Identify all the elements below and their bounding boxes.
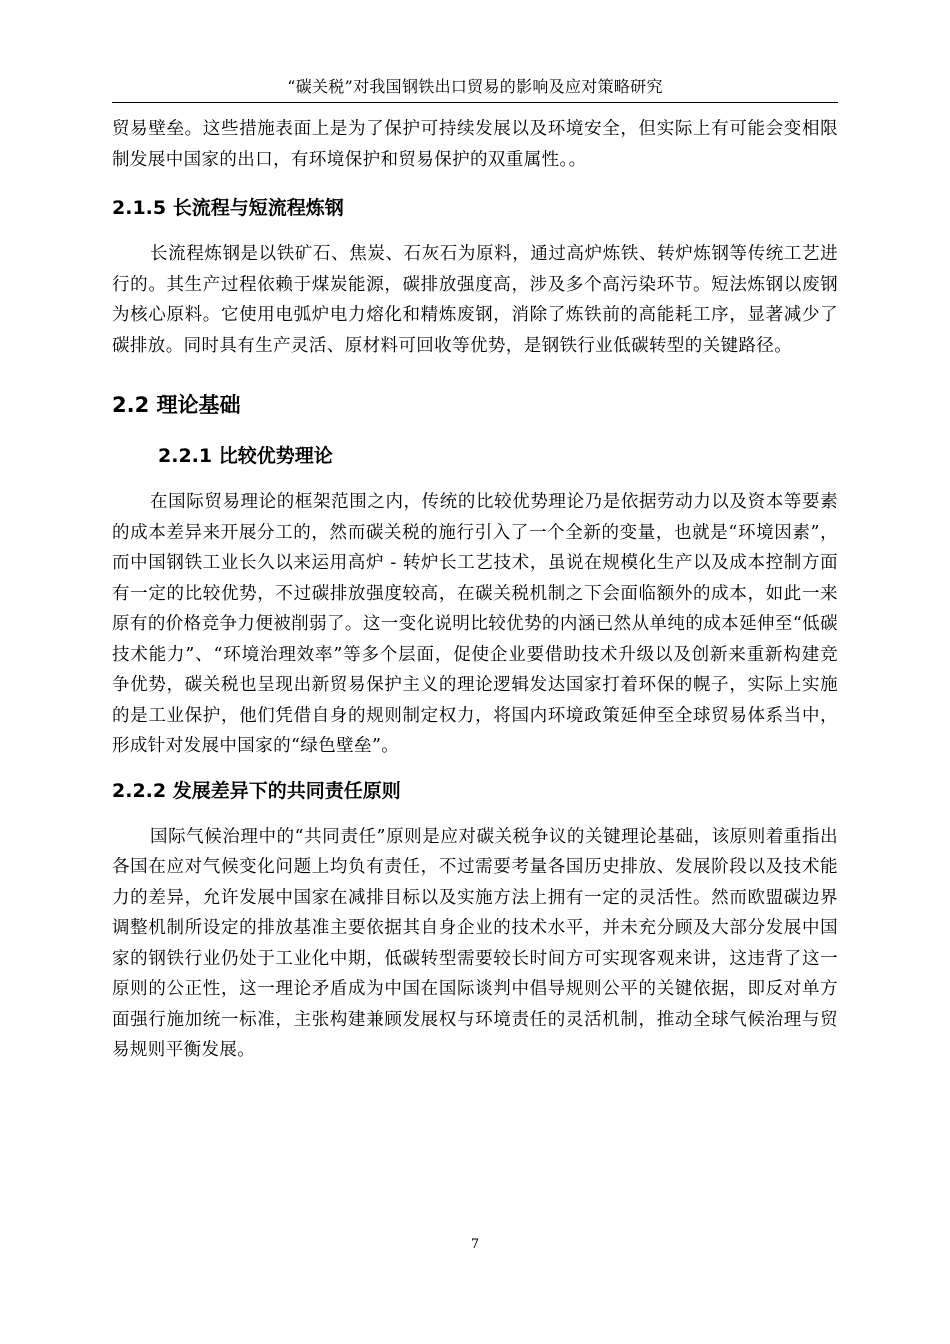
section-heading-2-2-2: 2.2.2 发展差异下的共同责任原则 (112, 779, 401, 802)
running-header: “碳关税”对我国钢铁出口贸易的影响及应对策略研究 (287, 77, 663, 96)
section-heading-2-2-1: 2.2.1 比较优势理论 (158, 445, 333, 467)
paragraph-comparative-advantage: 在国际贸易理论的框架范围之内，传统的比较优势理论乃是依据劳动力以及资本等要素的成本差异来开展分工的，然而碳关税的施行引入了一个全新的变量，也就是“环境因素”，而中国钢铁工业长久以来运用高炉 - 转炉长工艺技术，虽说在规模化生产以及成本控制方面有一定的比较优势，不过碳排放强度较高，在碳关税机制之下会面临额外的成本，如此一来原有的价格竞争力便被削弱了。这一变化说明比较优势的内涵已然从单纯的成本延伸至“低碳技术能力”、“环境治理效率”等多个层面，促使企业要借助技术升级以及创新来重新构建竞争优势，碳关税也呈现出新贸易保护主义的理论逻辑发达国家打着环保的幌子，实际上实施的是工业保护，他们凭借自身的规则制定权力，将国内环境政策延伸至全球贸易体系当中，形成针对发展中国家的“绿色壁垒”。 (112, 492, 838, 756)
paragraph-continued: 贸易壁垒。这些措施表面上是为了保护可持续发展以及环境安全，但实际上有可能会变相限制发展中国家的出口，有环境保护和贸易保护的双重属性。。 (112, 119, 838, 170)
page-body (112, 114, 838, 1066)
paragraph-common-responsibility: 国际气候治理中的“共同责任”原则是应对碳关税争议的关键理论基础，该原则着重指出各国在应对气候变化问题上均负有责任，不过需要考量各国历史排放、发展阶段以及技术能力的差异，允许发展中国家在减排目标以及实施方法上拥有一定的灵活性。然而欧盟碳边界调整机制所设定的排放基准主要依据其自身企业的技术水平，并未充分顾及大部分发展中国家的钢铁行业仍处于工业化中期，低碳转型需要较长时间方可实现客观来讲，这违背了这一原则的公正性，这一理论矛盾成为中国在国际谈判中倡导规则公平的关键依据，即反对单方面强行施加统一标准，主张构建兼顾发展权与环境责任的灵活机制，推动全球气候治理与贸易规则平衡发展。 (112, 826, 838, 1060)
page-number: 7 (470, 1237, 480, 1252)
section-heading-2-1-5: 2.1.5 长流程与短流程炼钢 (112, 197, 344, 219)
header-divider (112, 102, 838, 103)
paragraph-steelmaking: 长流程炼钢是以铁矿石、焦炭、石灰石为原料，通过高炉炼铁、转炉炼钢等传统工艺进行的。其生产过程依赖于煤炭能源，碳排放强度高，涉及多个高污染环节。短法炼钢以废钢为核心原料。它使用电弧炉电力熔化和精炼废钢，消除了炼铁前的高能耗工序，显著减少了碳排放。同时具有生产灵活、原材料可回收等优势，是钢铁行业低碳转型的关键路径。 (112, 244, 838, 356)
section-heading-2-2: 2.2 理论基础 (112, 393, 241, 417)
